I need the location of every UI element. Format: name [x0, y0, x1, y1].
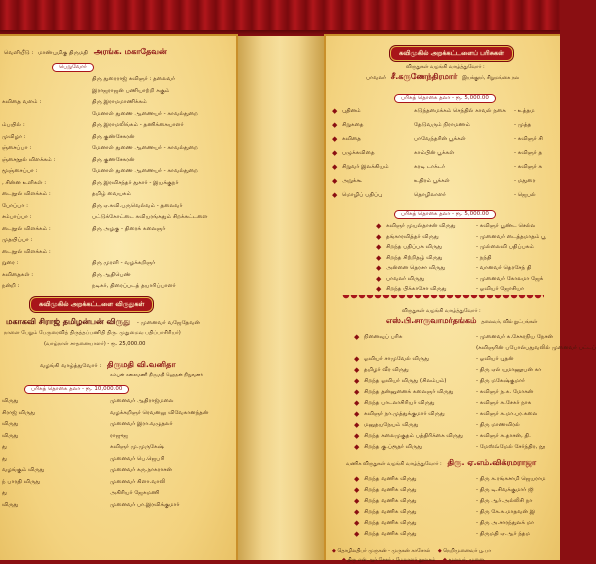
entry-work: உதிரம் பூக்கள் — [414, 178, 450, 184]
bullet-icon: ◆ — [332, 177, 338, 185]
sponsor-name: திருமதி வி.வனிதா — [107, 360, 176, 369]
award-recipient: - கவிஞர் க.மா.பர.கலை — [476, 411, 538, 417]
award-recipient: - திரு ஏல் யுமாணூபன் கா — [476, 367, 542, 373]
award-recipient: - நந்தி — [476, 254, 492, 261]
row-value: நடிகர், திரைப்படத் தயாரிப்பாளர் — [92, 283, 176, 289]
release-mid: மாண்புமிகு திருமதி — [38, 50, 88, 56]
footer-line-2 — [342, 557, 485, 564]
bullet-icon: ◆ — [354, 355, 360, 363]
award-category: மனுதயநேயம் விருது — [364, 422, 419, 428]
row-label: டைநூல் விளக்கம் : — [2, 191, 51, 197]
row-value: மேனாள் துணை ஆணையர் - காவல்துறை — [92, 145, 198, 151]
award-recipient: - கவிஞர் சு.சேகர் நாக — [476, 400, 532, 406]
prize-award: ந் பாரதி விருது — [2, 478, 41, 485]
award-recipient: - முனைவர் க.சேகரநிய நேசன் — [476, 334, 553, 340]
prize-badge-right-2: பரிசுத் தொகை தலா - ரூ. 5,000.00 — [394, 210, 496, 219]
bullet-icon: ◆ — [437, 548, 442, 554]
row-label: நன்றி : — [2, 283, 20, 289]
award-recipient: - முனைவர் டைத்தமாதம் பூ — [476, 233, 546, 240]
award-category: சிறந்த பாடலாசிரியர் விருது — [364, 400, 435, 406]
entry-author: - கவிஞர் சி — [514, 136, 543, 142]
award-recipient: - திரு டி.சிவக்குமார் ஜி — [476, 487, 534, 493]
entry-work: கரடி டாக்டர் — [414, 164, 446, 170]
prize-name: முனைவர் பெ.ஜெபரி — [110, 455, 165, 462]
bullet-icon: ◆ — [354, 366, 360, 374]
award-category: சிறந்த வணிக விருது — [364, 498, 417, 504]
award-recipient: - வானவர் தெரசேந் தி — [476, 265, 532, 271]
award-recipient: - திரு கே.க.மாதவன் இ — [476, 509, 536, 515]
sponsor-line — [40, 361, 176, 370]
bullet-icon: ◆ — [354, 497, 360, 505]
row-value: திரு துரைராஜ் கவிஞர் : தலைவர் — [92, 76, 176, 82]
entry-category: அறுக்கூ — [342, 178, 363, 184]
bullet-icon: ◆ — [332, 191, 338, 199]
entry-category: புதினம் — [342, 108, 361, 114]
award-category: கவிஞர் நா.முத்துக்குமார் விருது — [364, 411, 445, 417]
award-category: சிறந்த பதிப்பக விருது — [386, 244, 443, 250]
award-category: கவிஞர் முயல்தாசன் விருது — [386, 223, 456, 229]
award-recipient: - திரு மகேஷ்குமார் — [476, 378, 525, 384]
prize-name: முனைவர் கிளா.வாலி — [110, 478, 166, 485]
row-value: மேனாள் துணை ஆணையர் - காவல்துறை — [92, 168, 198, 174]
entry-work: கடுந்தமைக்கம் செந்தில் காவல் நகை — [414, 108, 506, 114]
row-label: கவிதைகள் : — [2, 271, 34, 278]
row-value: திரு இராமலிங்கம் - தணிக்கையாளர் — [92, 122, 184, 128]
award-recipient: - திருமதி ஏ.ஆர் ந்தம — [476, 531, 531, 537]
award-recipient: - கவிஞர் ந.க. மோகன் — [476, 389, 534, 395]
award-recipient: - ஓவியர் புதன் — [476, 356, 514, 362]
release-line — [4, 48, 167, 57]
bullet-icon: ◆ — [376, 264, 382, 272]
row-value: திரு இரவிசந்தர் துகார் - இயக்குநர் — [92, 179, 179, 186]
award-recipient: - திரு அ.சாரந்துலக் மா — [476, 520, 535, 526]
award-recipient: (கவிஞரின் பபோல்பதுவலில் முனைவர் பட்டப் — [476, 345, 596, 351]
row-label: போப்பா : — [2, 202, 28, 209]
prize-badge-left: பரிசுத் தொகை தலா - ரூ. 10,000.00 — [24, 385, 129, 394]
giver1-prefix: பாவலர் — [366, 75, 387, 81]
entry-work: தொழிலாளர் — [414, 192, 446, 198]
bullet-icon: ◆ — [342, 557, 346, 563]
award-category: சிறந்த கு.ப்ரூதர் விருது — [364, 444, 423, 450]
prize-badge-right-1: பரிசுத் தொகை தலா - ரூ. 5,000.00 — [394, 94, 496, 103]
bullet-icon: ◆ — [332, 121, 338, 129]
bullet-icon: ◆ — [332, 548, 336, 554]
bullet-icon: ◆ — [376, 274, 382, 283]
bullet-icon: ◆ — [376, 243, 382, 251]
prize-name: அகிரியர் ஜேசுமணி — [110, 490, 160, 496]
award-recipient: - கவிஞர் பூண்ட செல்ல — [476, 223, 536, 229]
entry-work: பாவேந்தரின் பூக்கள் — [414, 136, 466, 142]
row-label: கவிதை வளம் : — [2, 99, 42, 105]
recipients-badge: பெறுவோர் — [52, 63, 94, 72]
award-money: (வாழ்நாள் சாதனையாளர்) - ரூ. 25,000.00 — [44, 341, 146, 347]
row-value: திரு முரளி - வழக்கறிஞர் — [92, 260, 156, 266]
right-heading: கவிமுகில் அறக்கட்டளைப் பரிசுகள் — [390, 46, 513, 61]
bullet-icon: ◆ — [354, 410, 360, 418]
prize-award: சிராஜ் விருது — [2, 409, 36, 416]
award-recipient: - முல்லைவி பதிப்பகம் — [476, 244, 534, 250]
prize-award: விருது — [2, 421, 19, 427]
bullet-icon: ◆ — [354, 475, 360, 483]
prize-award: து — [2, 455, 7, 462]
row-label: ஞ்சைநூல் விளக்கம் : — [2, 156, 56, 163]
award-recipient: - திரு க.ரங்கசாமி ஜெயராம — [476, 476, 546, 482]
bullet-icon: ◆ — [354, 333, 360, 341]
entry-category: பழுக்கவிதை — [342, 150, 375, 156]
bullet-icon: ◆ — [354, 486, 360, 494]
right-panel — [324, 34, 596, 563]
footer1-right: நெறிமுனைவர் பூ.பா — [443, 548, 491, 554]
entry-category: சிறுகதை — [342, 122, 364, 128]
award-recipient: - திரு ஆர்.அல்லிசி நா — [476, 498, 533, 504]
bullet-icon: ◆ — [332, 163, 338, 171]
award-recipient: - முனைவர் கோலமா ஜேக் — [476, 275, 544, 282]
entry-work: காம்பின் பூக்கள் — [414, 150, 455, 156]
row-value: தமிழ் வையகம் — [92, 191, 131, 197]
bullet-icon: ◆ — [332, 107, 338, 115]
bullet-icon: ◆ — [354, 421, 360, 429]
award-category: சிறந்த வணிக விருது — [364, 487, 417, 493]
entry-author: - கவிஞர் க — [514, 164, 543, 170]
entry-author: - முத்த — [514, 122, 532, 128]
giver3-name: திரு. ஏ.எம்.விக்ரமராஜா — [447, 458, 537, 467]
prize-award: விருது — [2, 432, 19, 439]
prize-name: கவிஞர் மு.முருகேஷ் — [110, 444, 164, 450]
row-label: முவிழா : — [2, 133, 26, 140]
giver2-name: எஸ்.பி.சாருவாமர்தங்கம் — [386, 316, 477, 325]
entry-author: - மதுரை — [514, 178, 536, 184]
award-category: சிறந்த ஓவியர் விருது (சிலம்பம்) — [364, 378, 447, 384]
row-value: திரு அழகு - திரைக் கலைஞர் — [92, 225, 166, 232]
award-category: ஓவியர் சாமுவேல் விருது — [364, 356, 429, 362]
award-line2: நாளை பேறும் பேருரைவித் திருத்தப்பணிதி திரு. முதுமைவ பதிப்பாசிரியர்) — [4, 330, 181, 336]
award-category: நினைவுப் பரிசு — [364, 334, 403, 340]
prize-name: ராஜுஜ — [110, 432, 129, 439]
footer2-left: திரு என்.ஆர்.சேகர் - மேலாளர் நூலகம் — [347, 557, 436, 563]
row-label: றுரை : — [2, 260, 19, 266]
bullet-icon: ◆ — [354, 508, 360, 516]
row-label: டைநூல் விளக்கம் : — [2, 225, 51, 232]
bullet-icon: ◆ — [354, 388, 360, 396]
bullet-icon: ◆ — [376, 232, 382, 241]
giver3-line — [346, 459, 536, 468]
row-value: திரு குண்சேகரன் — [92, 133, 135, 140]
giver1-suffix: இயக்குநர், சிறுமங்கை நல — [462, 76, 519, 81]
center-fold — [236, 36, 324, 560]
footer2-right: மூலவர், முனை. — [448, 557, 486, 563]
bullet-icon: ◆ — [354, 443, 360, 451]
prize-award: விருது — [2, 398, 19, 404]
prize-award: து — [2, 444, 7, 450]
row-value: மேனாள் துணை ஆணையர் - காவல்துறை — [92, 110, 198, 117]
left-panel — [0, 34, 238, 560]
bullet-icon: ◆ — [376, 222, 382, 230]
award-category: சிறந்த வணிக விருது — [364, 520, 417, 526]
giver2-pre: விருதுகள் வழங்கி வாழ்த்துவோர் : — [402, 308, 481, 314]
row-label: டைநூல் விளக்கம் : — [2, 248, 51, 255]
entry-author: - ஜெபல் — [514, 192, 536, 198]
row-value: இராஜராஜன் பணியாற்றி சுகும் — [92, 87, 170, 94]
award-category: சிறந்த வணிக விருது — [364, 509, 417, 515]
entry-category: சிறுவர் இலக்கியம் — [342, 164, 389, 170]
prize-name: வழக்கறிஞர் ரெவனலு விவேகானந்தன் — [110, 409, 209, 416]
divider-scallop — [342, 295, 544, 302]
row-label: ஞ்சைப்பா : — [2, 145, 32, 151]
award-category: தங்காரவித்தர் விருது — [386, 233, 439, 240]
bullet-icon: ◆ — [332, 135, 338, 143]
award-category: சிறந்த தன்னுனைக் கலைஞர் விருது — [364, 389, 454, 395]
award-title — [6, 317, 200, 327]
bullet-icon: ◆ — [354, 519, 360, 527]
footer1-left: தொழிலதிபர் முருகன் - முருகன் காசோல் — [337, 548, 431, 554]
award-title-text: மகாகவி சிராஜ் தமிழன்பன் விருது — [6, 317, 131, 326]
bullet-icon: ◆ — [354, 399, 360, 407]
award-category: சிறந்த வணிக விருது — [364, 476, 417, 482]
giver2-sub: தலைவர், வில் நுட்பங்கள் — [481, 320, 538, 325]
red-curtain-header — [0, 0, 560, 36]
footer-line-1 — [332, 548, 491, 555]
prize-name: முனைவர் ஆதிராஜ்மலை — [110, 398, 174, 404]
award-category: சிறந்த வணிக விருது — [364, 531, 417, 537]
row-label: , சின்ன உளிகள் : — [2, 179, 47, 186]
bullet-icon: ◆ — [354, 432, 360, 440]
prize-name: முனைவர் பா.இரவிக்குமார் — [110, 501, 180, 508]
entry-author: - உத்தம — [514, 108, 535, 114]
award-recipient: - ஓவியர் ஜோசியா — [476, 286, 525, 292]
prize-name: முனைவர் கரு.நாகராசன் — [110, 467, 172, 473]
award-category: தமிழர் வீர விருது — [364, 367, 409, 373]
row-value: திரு இராமமாணிக்கம் — [92, 99, 147, 105]
giver1-name: சீ.கருணேந்திரமார் — [390, 72, 458, 81]
giver2-line — [386, 317, 537, 326]
bullet-icon: ◆ — [354, 530, 360, 538]
bullet-icon: ◆ — [376, 253, 382, 262]
award-category: அன்னை தெரசா விருது — [386, 265, 446, 271]
entry-work: தேடுவரும் நிராமணம் — [414, 122, 470, 128]
award-category: சிறந்த சிற்றிதழ் விருது — [386, 254, 443, 261]
bullet-icon: ◆ — [354, 377, 360, 385]
row-value: திரு ஆதிபெண் — [92, 271, 131, 278]
row-value: பட்டுக்கோட்டை கவியரங்கதும் சிறக்கட்டளை — [92, 214, 208, 220]
bullet-icon: ◆ — [376, 285, 382, 293]
row-label: சம்பாப்பா : — [2, 214, 32, 220]
bullet-icon: ◆ — [443, 557, 447, 563]
prize-award: து — [2, 490, 7, 496]
entry-category: கவிதை — [342, 136, 361, 142]
row-label: ம்பயில் : — [2, 122, 25, 128]
award-category: சிறந்த கலைமுகுதம் பத்திரிக்கை விருது — [364, 433, 463, 439]
award-heading: கவிமுகில் அறக்கட்டளை விருதுகள் — [30, 297, 153, 312]
entry-author: - கவிஞர் த — [514, 150, 543, 156]
award-category: சிறந்த பிக்காசோ விருது — [386, 286, 447, 292]
row-value: திரு குணசேகரன் — [92, 156, 135, 163]
prize-award: வழங்கும் விருது — [2, 467, 45, 473]
award-to: - முனைவர் வஜேதேவன் — [136, 320, 200, 326]
release-prefix: வெளியீடு : — [4, 50, 34, 56]
prize-award: விருது — [2, 501, 19, 508]
release-name: அரங்க. மகாதேவன் — [93, 47, 167, 56]
bullet-icon: ◆ — [332, 149, 338, 157]
row-value: திரு ஏ.கவி.பருவெல்வம் - தலைவர் — [92, 202, 183, 209]
entry-category: மொழிப் பதிப்பு — [342, 192, 383, 198]
award-recipient: - திரு மாணவிரல் — [476, 422, 520, 428]
row-label: மூஞ்சைப்பா : — [2, 168, 38, 174]
giver1-pre: விருதுகள் வழங்கி வாழ்த்துவோர் : — [406, 64, 485, 70]
award-category: பாவலர் விருது — [386, 275, 425, 282]
award-recipient: - கவிஞர் சு.தாசன், தி. — [476, 433, 531, 439]
giver1-line — [366, 73, 519, 82]
sponsor-pre: வழங்கி வாழ்த்துவோர் : — [40, 363, 102, 369]
row-label: முதயிப்பா : — [2, 237, 33, 243]
giver3-pre: வணிக விருதுகள் வழங்கி வாழ்த்துவோர் : — [346, 461, 442, 467]
sponsor-sub: கம்பன் கலைமணி திருமதி ஹெதன் நிறுவனர் — [110, 373, 204, 378]
prize-name: முனைவர் இரா.வழுதலர் — [110, 421, 173, 427]
award-recipient: - மேஸ்வ்மேல் சேர்ந்திர, நூ — [476, 444, 546, 450]
